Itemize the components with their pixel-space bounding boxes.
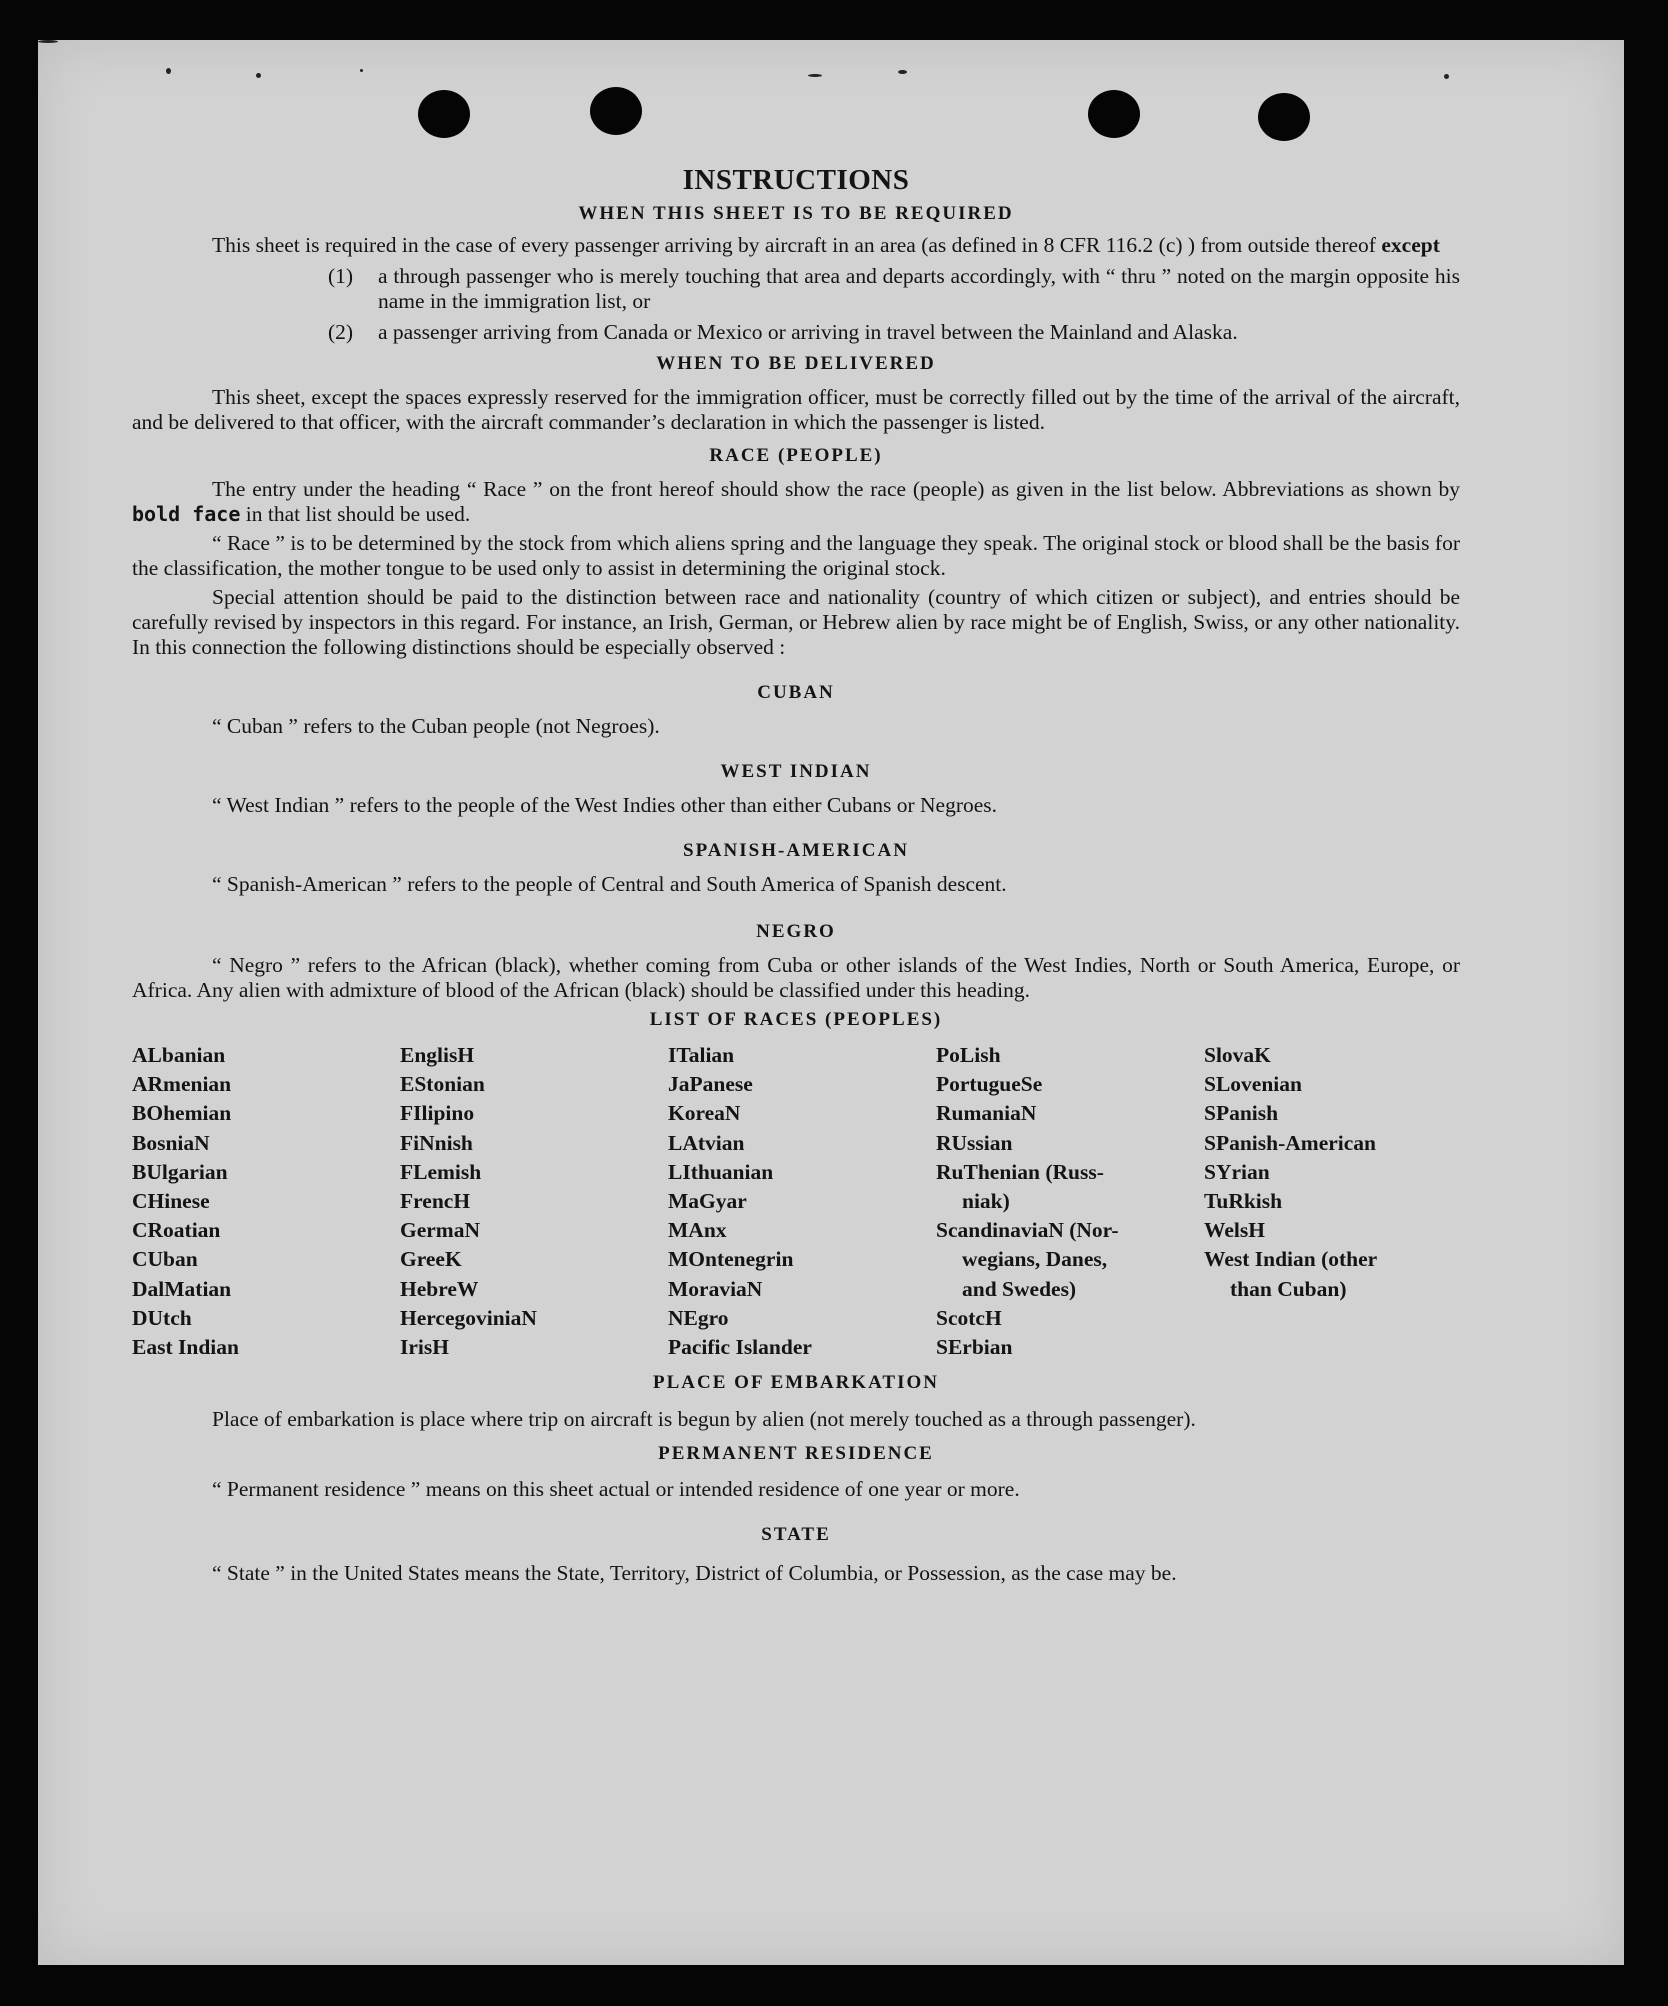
race-item: DUtch [132,1305,192,1330]
race-item: RUssian [936,1130,1013,1155]
heading-spanish-american: SPANISH-AMERICAN [683,840,909,861]
negro-text: “ Negro ” refers to the African (black), whether coming from Cuba or other islands of the West Indies, North or South America, Europe, or Africa. Any alien with admixture of blood of the African (black) should be classified under this heading. [132,953,1460,1002]
west-indian-text: “ West Indian ” refers to the people of the West Indies other than either Cubans or Negroes. [212,793,998,817]
heading-list-of-races: LIST OF RACES (PEOPLES) [649,1009,943,1030]
item-text: a through passenger who is merely touching that area and departs accordingly, with “ thru ” noted on the margin opposite his name in the immigration list, or [378,264,1460,313]
required-intro-except: except [1381,233,1440,257]
cuban-text: “ Cuban ” refers to the Cuban people (not Negroes). [212,714,660,738]
race-item: JaPanese [668,1072,753,1097]
embarkation-text: Place of embarkation is place where trip on aircraft is begun by alien (not merely touched as a through passenger). [212,1407,1196,1432]
race-item: ALbanian [132,1043,226,1067]
required-intro [132,233,1460,258]
speck [166,68,171,74]
race-item: PortugueSe [936,1072,1043,1097]
race-item: ITalian [668,1043,735,1067]
race-item-continuation: niak) [962,1189,1010,1214]
race-item: SLovenian [1204,1072,1302,1097]
race-item: SPanish-American [1204,1130,1376,1155]
race-item: DalMatian [132,1276,232,1301]
speck [256,73,261,78]
races-column-2 [400,1041,668,1362]
heading-permanent-residence: PERMANENT RESIDENCE [658,1443,934,1465]
spanish-american-text: “ Spanish-American ” refers to the people of Central and South America of Spanish descent. [212,872,1007,896]
race-item: PoLish [936,1043,1001,1067]
race-item: West Indian (other [1204,1247,1378,1272]
race-item: MOntenegrin [668,1247,794,1272]
race-item: CHinese [132,1189,210,1214]
heading-when-required: WHEN THIS SHEET IS TO BE REQUIRED [578,203,1014,224]
race-item: FrencH [400,1189,471,1214]
required-item-1 [328,264,1460,314]
delivered-text: This sheet, except the spaces expressly reserved for the immigration officer, must be correctly filled out by the time of the arrival of the aircraft, and be delivered to that officer, with the aircraft commander’s declaration in which the passenger is listed. [132,385,1460,434]
race-item: FLemish [400,1159,482,1184]
race-item: HebreW [400,1276,479,1301]
race-item: ARmenian [132,1072,232,1097]
race-item: EStonian [400,1072,485,1097]
races-column-5 [1204,1041,1460,1362]
race-item: MAnx [668,1218,727,1243]
speck [38,40,58,43]
race-p1-text: The entry under the heading “ Race ” on the front hereof should show the race (people) as given in the list below. Abbreviations as shown by [212,477,1460,501]
race-paragraph-1 [132,477,1460,527]
required-item-2 [328,320,1460,345]
heading-west-indian: WEST INDIAN [720,761,872,782]
race-item: RuThenian (Russ- [936,1159,1104,1184]
speck [808,74,822,77]
race-item: LAtvian [668,1130,745,1155]
race-paragraph-3: Special attention should be paid to the distinction between race and nationality (country of which citizen or subject), and entries should be carefully revised by inspectors in this regard. For instance, an Irish, German, or Hebrew alien by race might be of English, Swiss, or any other nationality. In this connection the following distinctions should be especially observed : [132,585,1460,659]
race-paragraph-2: “ Race ” is to be determined by the stock from which aliens spring and the language they speak. The original stock or blood shall be the basis for the classification, the mother tongue to be used only to assist in determining the original stock. [132,531,1460,580]
race-item: FIlipino [400,1101,475,1126]
race-item: KoreaN [668,1101,741,1126]
race-item: East Indian [132,1335,239,1360]
race-item: CUban [132,1247,198,1272]
race-item: RumaniaN [936,1101,1037,1126]
race-item: Pacific Islander [668,1335,812,1360]
heading-state: STATE [761,1524,831,1546]
race-item-continuation: than Cuban) [1230,1276,1347,1301]
race-p1-tail: in that list should be used. [245,502,471,526]
race-item: CRoatian [132,1218,221,1243]
heading-negro: NEGRO [756,921,836,942]
races-column-1 [132,1041,400,1362]
races-column-4 [936,1041,1204,1362]
race-item: SErbian [936,1335,1013,1360]
race-item-continuation: and Swedes) [962,1276,1077,1301]
required-intro-text: This sheet is required in the case of every passenger arriving by aircraft in an area (as defined in 8 CFR 116.2 (c) ) from outside thereof [212,233,1376,257]
races-column-3 [668,1041,936,1362]
race-item: SYrian [1204,1159,1270,1184]
race-item: GreeK [400,1247,462,1272]
race-item-continuation: wegians, Danes, [962,1247,1108,1272]
heading-race: RACE (PEOPLE) [709,445,883,466]
page-title: INSTRUCTIONS [682,164,910,196]
item-text: a passenger arriving from Canada or Mexico or arriving in travel between the Mainland and Alaska. [378,320,1238,344]
race-item: ScandinaviaN (Nor- [936,1218,1119,1243]
race-item: GermaN [400,1218,480,1243]
residence-text: “ Permanent residence ” means on this sheet actual or intended residence of one year or more. [212,1477,1020,1502]
state-text: “ State ” in the United States means the State, Territory, District of Columbia, or Possession, as the case may be. [212,1561,1177,1586]
instructions-content [132,124,1460,1589]
race-item: MoraviaN [668,1276,763,1301]
speck [360,69,363,72]
race-item: EnglisH [400,1043,475,1067]
race-item: ScotcH [936,1305,1002,1330]
race-item: TuRkish [1204,1189,1283,1214]
heading-place-of-embarkation: PLACE OF EMBARKATION [653,1372,939,1394]
race-item: BosniaN [132,1130,210,1155]
race-item: NEgro [668,1305,729,1330]
race-item: SPanish [1204,1101,1279,1126]
item-number: (2) [328,320,354,344]
race-item: BOhemian [132,1101,232,1126]
heading-cuban: CUBAN [757,682,835,703]
race-item: HercegoviniaN [400,1305,537,1330]
race-item: WelsH [1204,1218,1265,1243]
race-item: SlovaK [1204,1043,1271,1067]
heading-when-delivered: WHEN TO BE DELIVERED [656,353,936,374]
speck [1444,74,1449,79]
race-item: LIthuanian [668,1159,774,1184]
race-item: IrisH [400,1335,449,1360]
race-item: BUlgarian [132,1159,228,1184]
races-list [132,1041,1460,1362]
race-item: FiNnish [400,1130,473,1155]
bold-face-phrase: bold face [132,502,241,526]
race-item: MaGyar [668,1189,747,1214]
speck [898,70,907,74]
item-number: (1) [328,264,354,288]
